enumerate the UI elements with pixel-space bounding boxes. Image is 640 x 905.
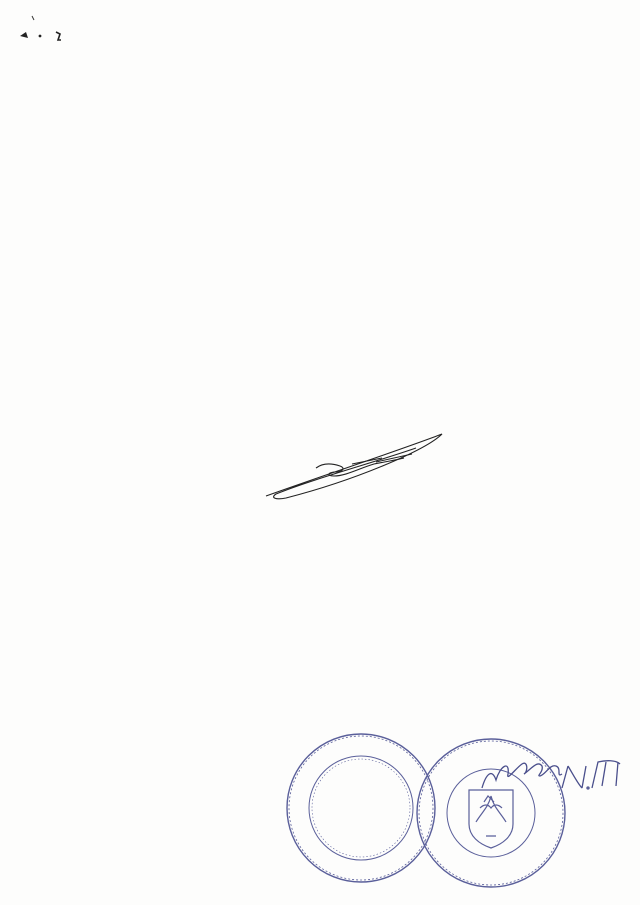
scan-artifact-marks [18, 14, 78, 44]
document-body [90, 89, 568, 93]
stamp-for-packages [287, 734, 435, 882]
coat-of-arms-icon [469, 790, 513, 848]
stamp-ministry-seal [417, 739, 565, 887]
handwritten-signature [256, 428, 456, 508]
official-stamps [286, 718, 626, 898]
handwritten-note [482, 761, 620, 789]
